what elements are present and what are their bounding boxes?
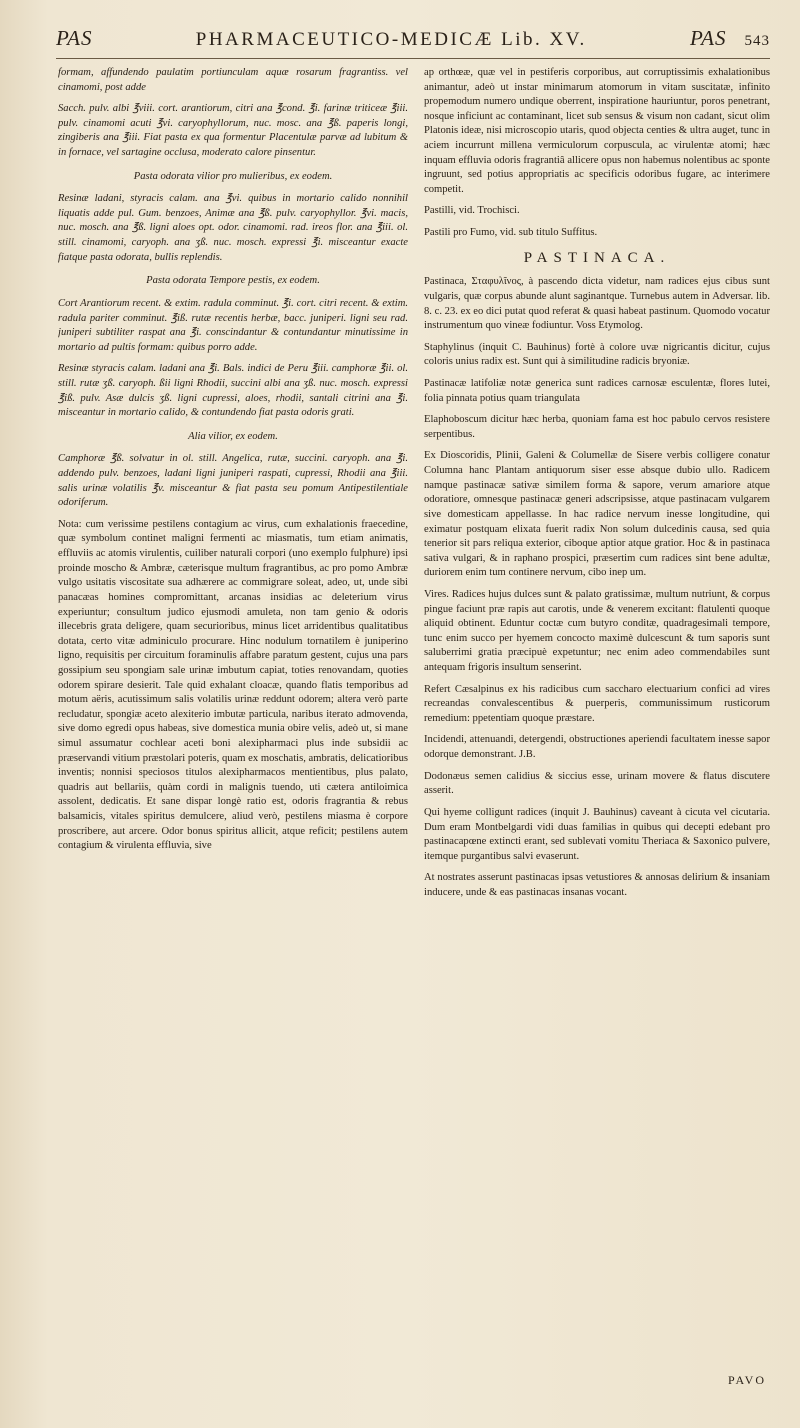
header-rule — [56, 58, 770, 59]
recipe-paragraph: Resinæ styracis calam. ladani ana ℥i. Bals. indici de Peru ℥iii. camphoræ ℥ii. ol. still. rutæ ʒß. caryoph. ßii ligni Rhodii, succini albi ana ʒß. nuc. mosch. expressi ℥iß. pulv. Asæ dulcis ʒß. ligni cupressi, aloes, rhodii, santali citrini ana ℥i. misceantur in mortario calido, & contundendo fiat pasta odoris grati. — [58, 363, 408, 419]
recipe-heading: Alia vilior, ex eodem. — [188, 430, 278, 442]
body-paragraph: Nota: cum verissime pestilens contagium ac virus, cum exhalationis fraecedine, quæ symbolum continet maligni fermenti ac miasmatis, tum etiam animatis, effluviis ac atomis virulentis, cuiliber naturali corpori (uno exemplo fulphure) ipsi proinde moscho & Ambræ, cæterisque multum fragrantibus, ac pro pomo Ambræ vulgo usitatis viscositate sua adhærere ac commigrare soleat, adeo, ut, unde sibi panacæas homines compromittant, arcanas insidias ac deleterium virus experiuntur; consultum judico ejusmodi amuleta, non tam genio & odoris illecebris grata deligere, quam securioribus, minus licet arridentibus qualitatibus dotata, certo vitæ adminiculo procurare. Hinc nodulum tornatilem è juniperino ligno, requisitis per circuitum foraminulis affabre paratum gestent, cujus una pars gossipium seu spongiam sale urinæ imbutum capiat, toties renovandam, quoties odorem spirare desierit. Tale quid exhalant cloacæ, quando flatis temporibus ad motum aëris, acutissimum salis volatilis urinæ reddunt odorem; altera verò parte recludatur, spongiæ aceto alexiterio imbutæ particula, naribus iterato admovenda, sive domo egredi opus habeas, sive domestica munia obire velis, adeò ut, si mane simul assumatur cochlear aceti boni alexipharmaci plus inde subsidii ac præservandi vitium præstolari poteris, quam ex moschatis, ambratis, delicatioribus inventis; nonnisi speciosos titulos alexipharmacos mentientibus, plus palato, quadris aut bellariis, quàm cordi in malignis tuendo, uti cætera antiloimica assolent, dedicatis. Et sane dispar longè ratio est, odoris fragrantia & rebus balsamicis, vitales spiritus demulcere, aliud verò, pestilens miasma è corpore proscribere, aut arcere. Odor bonus spiritus allicit, atque reficit; pestilens autem contagium & virulenta effluvia, sive — [58, 518, 408, 852]
body-paragraph: Vires. Radices hujus dulces sunt & palato gratissimæ, multum nutriunt, & corpus pingue faciunt præ rapis aut carotis, unde & venerem excitant: flatulenti quoque aliquid obtinent. Eduntur coctæ cum butyro conditæ, quadragesimali tempore, tunc enim succo per hyemem concocto maximè dulcescunt & tum saporis sunt saluberrimi gratia præcipuè expetuntur; nec enim adeo commendabiles sunt antequam frigoris insultum senserint. — [424, 588, 770, 674]
recipe-paragraph: Sacch. pulv. albi ℥viii. cort. arantiorum, citri ana ℥cond. ℥i. farinæ triticeæ ℥iii. pulv. cinamomi acuti ℥vi. caryophyllorum, nuc. mosc. ana ℥ß. paperis longi, zingiberis ana ℥iii. Fiat pasta ex qua formentur Placentulæ parvæ ad lubitum & in fornace, vel sartagine occlusa, moderato calore pinsentur. — [58, 103, 408, 159]
left-column — [58, 66, 408, 1406]
running-head-title: PHARMACEUTICO-MEDICÆ Lib. XV. — [195, 29, 587, 50]
catchword: PAVO — [727, 1373, 766, 1387]
recipe-paragraph: Cort Arantiorum recent. & extim. radula comminut. ℥i. cort. citri recent. & extim. radula pariter comminut. ℥iß. rutæ recentis herbæ, bacc. juniperi. ligni seu rad. juniperi subtiliter raspat ana ℥i. conscindantur & contundantur minutissime in mortario ad pultis formam: quibus porro adde. — [58, 297, 408, 353]
body-paragraph: Incidendi, attenuandi, detergendi, obstructiones aperiendi facultatem inesse sapor odorque demonstrant. J.B. — [424, 734, 770, 761]
recipe-paragraph: formam, affundendo paulatim portiunculam aquæ rosarum fragrantiss. vel cinamomi, post adde — [58, 67, 408, 93]
body-paragraph: Refert Cæsalpinus ex his radicibus cum saccharo electuarium confici ad vires recreandas convalescentibus & puerperis, communissimum rusticorum remedium: ppetentiam quoque præstare. — [424, 683, 770, 724]
body-paragraph: Pastinacæ latifoliæ notæ generica sunt radices carnosæ esculentæ, flores lutei, folia pinnata potius quam triangulata — [424, 378, 770, 404]
body-paragraph: Elaphoboscum dicitur hæc herba, quoniam fama est hoc pabulo cervos resistere serpentibus. — [424, 414, 770, 440]
body-paragraph: ap orthœæ, quæ vel in pestiferis corporibus, aut corruptissimis exhalationibus animantur, adeò ut instar minimarum atomorum in vitam suscitatæ, infinito propemodum numero undique oberrent, inspiratione hauriuntur, poros penetrant, nosque inficiunt ac contaminant, licet sub sensus & visum non cadant, sicut olim Platonis ideæ, nisi microscopio utaris, quod objecta centies & ultra auget, tunc in aciem incurrunt millena vermiculorum corpuscula, ac virulentæ atomi; hæc inquam effluvia odoris fragrantiâ allicere opus non habemus nolentibus ac sponte ingruunt, sed potius appropriatis ac specificis odoribus fugare, ac interimere competit. — [424, 67, 770, 195]
body-paragraph: Dodonæus semen calidius & siccius esse, urinam movere & flatus discutere asserit. — [424, 770, 770, 797]
recipe-heading: Pasta odorata Tempore pestis, ex eodem. — [146, 275, 320, 287]
running-head-left: PAS — [56, 26, 93, 50]
running-header — [56, 26, 770, 60]
body-paragraph: Ex Dioscoridis, Plinii, Galeni & Columellæ de Sisere verbis colligere conatur Columna hanc Plantam antiquorum siser esse absque dubio ullo. Radicem namque pastinacæ sativæ similem forma & sapore, verum amariore atque odoratiore, omnesque pastinacæ generi adscripsisse, atque pastinacam vulgarem sive domesticam appellasse. In hac radice nervum inesse longitudine, qui eximatur postquam elixata fuerit radix Non solum dulcedinis causa, sed quia tenerior sit pars reliqua exterior, ciboque aptior atque gratior. Hoc & in pastinaca sativa vulgari, & in raphano prospici, præsertim cum radices sint bene adultæ, duriorem enim tum continere nervum, cibo inep um. — [424, 450, 770, 579]
body-paragraph: At nostrates asserunt pastinacas ipsas vetustiores & annosas delirium & insaniam inducere, unde & eas pastinacas insanas vocant. — [424, 872, 770, 898]
body-paragraph: Pastilli, vid. Trochisci. — [424, 205, 520, 217]
body-paragraph: Staphylinus (inquit C. Bauhinus) fortè à colore uvæ nigricantis dicitur, cujus coloris unius radix est. Sunt qui à similitudine radicis bryoniæ. — [424, 341, 770, 368]
recipe-paragraph: Resinæ ladani, styracis calam. ana ℥vi. quibus in mortario calido nonnihil liquatis adde pul. Gum. benzoes, Animæ ana ℥ß. pulv. caryophyllor. ℥vi. macis, nuc. mosch. ana ℥ß. ligni aloes opt. odor. cinamomi. rad. ireos flor. ana ℥iii. ol. still. cinamomi, caryoph. ana ʒß. nuc. mosch. expressi ℥i. misceantur exacte fiatque pasta odorata, bullis replendis. — [58, 193, 408, 263]
running-head-right: PAS — [690, 26, 727, 50]
body-paragraph: Pastinaca, Σταφυλῖνος, à pascendo dicta videtur, nam radices ejus cibus sunt vulgaris, quæ corpus abunde alunt saginantque. Turnebus autem in Adversar. lib. 8. c. 23. ex eo dici putat quod referat & quasi habeat pastinum. Quomodo vocatur instrumentum quo vineæ fodiuntur. Voss Etymolog. — [424, 276, 770, 332]
body-paragraph: Qui hyeme colligunt radices (inquit J. Bauhinus) caveant à cicuta vel cicutaria. Dum eram Montbelgardi vidi duas familias in quibus qui decepti edebant pro pastinacapœne extincti erant, sed sublevati vomitu Theriaca & Saxonico pulvere, itemque purgantibus salvi evaserunt. — [424, 806, 770, 862]
recipe-paragraph: Camphoræ ℥ß. solvatur in ol. still. Angelica, rutæ, succini. caryoph. ana ℥i. addendo pulv. benzoes, ladani ligni juniperi raspati, cupressi, Rhodii ana ℥iii. salis urinæ volatilis ℥v. misceantur & fiat pasta seu pomum Antipestilentiale odoriferum. — [58, 453, 408, 509]
body-paragraph: Pastili pro Fumo, vid. sub titulo Suffitus. — [424, 227, 598, 239]
right-column — [424, 66, 770, 1406]
page-number: 543 — [744, 33, 770, 49]
section-title: PASTINACA. — [523, 249, 671, 266]
recipe-heading: Pasta odorata vilior pro mulieribus, ex eodem. — [133, 170, 333, 182]
